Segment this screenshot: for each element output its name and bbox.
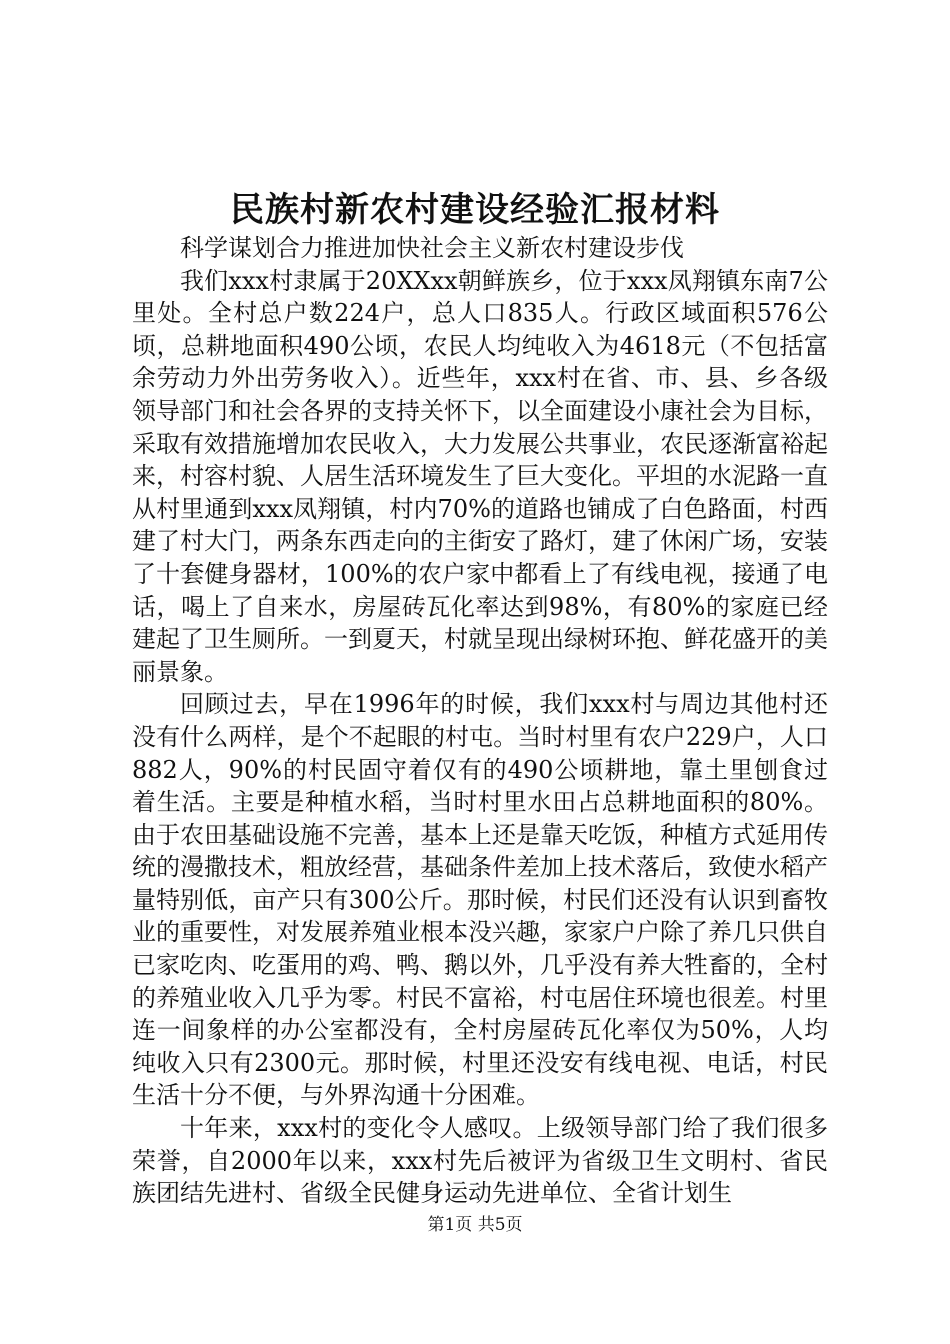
paragraph-review: 回顾过去，早在1996年的时候，我们xxx村与周边其他村还没有什么两样，是个不起眼的村屯。当时村里有农户229户，人口882人，90%的村民固守着仅有的490公顷耕地，靠土里刨食过着生活。主要是种植水稻，当时村里水田占总耕地面积的80%。由于农田基础设施不完善，基本上还是靠天吃饭，种植方式延用传统的漫撒技术，粗放经营，基础条件差加上技术落后，致使水稻产量特别低，亩产只有300公斤。那时候，村民们还没有认识到畜牧业的重要性，对发展养殖业根本没兴趣，家家户户除了养几只供自已家吃肉、吃蛋用的鸡、鸭、鹅以外，几乎没有养大牲畜的，全村的养殖业收入几乎为零。村民不富裕，村屯居住环境也很差。村里连一间象样的办公室都没有，全村房屋砖瓦化率仅为50%，人均纯收入只有2300元。那时候，村里还没安有线电视、电话，村民生活十分不便，与外界沟通十分困难。 (132, 690, 828, 1110)
paragraph-changes: 十年来，xxx村的变化令人感叹。上级领导部门给了我们很多荣誉，自2000年以来，xxx村先后被评为省级卫生文明村、省民族团结先进村、省级全民健身运动先进单位、全省计划生 (132, 1114, 828, 1208)
page-footer: 第1页 共5页 (427, 1215, 523, 1235)
document-title: 民族村新农村建设经验汇报材料 (230, 190, 720, 230)
paragraph-intro: 我们xxx村隶属于20XXxx朝鲜族乡，位于xxx凤翔镇东南7公里处。全村总户数224户，总人口835人。行政区域面积576公顷，总耕地面积490公顷，农民人均纯收入为4618元（不包括富余劳动力外出劳务收入）。近些年，xxx村在省、市、县、乡各级领导部门和社会各界的支持关怀下，以全面建设小康社会为目标，采取有效措施增加农民收入，大力发展公共事业，农民逐渐富裕起来，村容村貌、人居生活环境发生了巨大变化。平坦的水泥路一直从村里通到xxx凤翔镇，村内70%的道路也铺成了白色路面，村西建了村大门，两条东西走向的主街安了路灯，建了休闲广场，安装了十套健身器材，100%的农户家中都看上了有线电视，接通了电话，喝上了自来水，房屋砖瓦化率达到98%，有80%的家庭已经建起了卫生厕所。一到夏天，村就呈现出绿树环抱、鲜花盛开的美丽景象。 (132, 266, 828, 686)
paragraph-subtitle: 科学谋划合力推进加快社会主义新农村建设步伐 (180, 234, 684, 262)
document-body (132, 232, 828, 1210)
